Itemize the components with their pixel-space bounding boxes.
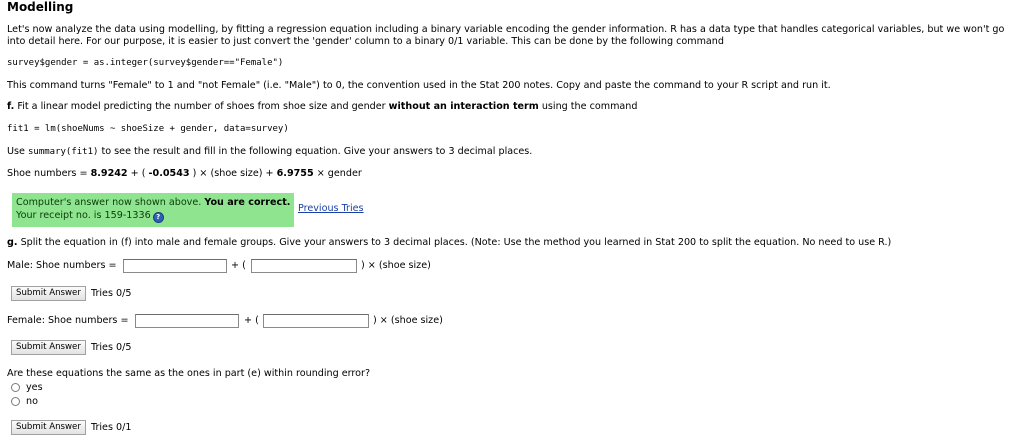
female-tries-counter: Tries 0/5 <box>91 342 132 353</box>
summary-code: summary(fit1) <box>27 147 99 157</box>
female-intercept-input[interactable] <box>135 314 239 328</box>
fit-command: fit1 = lm(shoeNums ~ shoeSize + gender, data=survey) <box>7 124 289 134</box>
part-g-label: g. <box>7 237 18 248</box>
female-submit-button[interactable]: Submit Answer <box>11 340 86 355</box>
male-equation-label: Male: Shoe numbers = <box>7 260 117 271</box>
part-f-label: f. <box>7 101 15 112</box>
fitted-equation: Shoe numbers = 8.9242 + ( -0.0543 ) × (shoe size) + 6.9755 × gender <box>7 168 362 179</box>
radio-no[interactable] <box>11 397 20 406</box>
radio-yes[interactable] <box>11 383 20 392</box>
male-intercept-input[interactable] <box>123 259 227 273</box>
correct-feedback-box: Computer's answer now shown above. You are correct. Your receipt no. is 159-1336 ? <box>12 193 294 227</box>
gender-coef-value: 6.9755 <box>276 168 314 179</box>
correct-message: You are correct. <box>204 197 291 208</box>
female-shoe-size-label: ) × (shoe size) <box>373 315 443 326</box>
part-f-text: Fit a linear model predicting the number of shoes from shoe size and gender <box>14 101 389 112</box>
rounding-submit-button[interactable]: Submit Answer <box>11 420 86 435</box>
female-plus-paren: + ( <box>244 315 259 326</box>
summary-instruction: Use summary(fit1) to see the result and fill in the following equation. Give your answers to 3 decimal places. <box>7 146 533 157</box>
male-submit-button[interactable]: Submit Answer <box>11 286 86 301</box>
part-f-instruction <box>7 101 637 112</box>
help-icon[interactable]: ? <box>153 212 164 223</box>
rounding-question: Are these equations the same as the ones in part (e) within rounding error? <box>7 368 371 379</box>
part-f-bold: without an interaction term <box>388 101 539 112</box>
female-slope-input[interactable] <box>263 314 369 328</box>
part-f-text-after: using the command <box>538 101 638 112</box>
previous-tries-link[interactable]: Previous Tries <box>298 203 364 214</box>
slope-value: -0.0543 <box>148 168 190 179</box>
male-shoe-size-label: ) × (shoe size) <box>361 260 431 271</box>
female-equation-label: Female: Shoe numbers = <box>7 315 129 326</box>
option-yes-label: yes <box>26 382 43 393</box>
male-plus-paren: + ( <box>231 260 246 271</box>
receipt-number: Your receipt no. is 159-1336 <box>16 210 151 221</box>
gender-explanation: This command turns "Female" to 1 and "not Female" (i.e. "Male") to 0, the convention used in the Stat 200 notes. Copy and paste the command to your R script and run it. <box>7 80 831 91</box>
intercept-value: 8.9242 <box>90 168 128 179</box>
section-title: Modelling <box>7 0 74 14</box>
male-tries-counter: Tries 0/5 <box>91 288 132 299</box>
gender-command: survey$gender = as.integer(survey$gender=="Female") <box>7 58 284 68</box>
option-no-label: no <box>26 396 38 407</box>
rounding-tries-counter: Tries 0/1 <box>91 422 132 433</box>
part-g-instruction: g. Split the equation in (f) into male and female groups. Give your answers to 3 decimal places. (Note: Use the method you learned in Stat 200 to split the equation. No need to use R.) <box>7 237 892 248</box>
intro-paragraph: Let's now analyze the data using modelling, by fitting a regression equation including a binary variable encoding the gender information. R has a data type that handles categorical variables, but we won't go into detail here. For our purpose, it is easier to just convert the 'gender' column to a binary 0/1 variable. This can be done by the following command <box>7 24 1005 47</box>
male-slope-input[interactable] <box>251 259 357 273</box>
